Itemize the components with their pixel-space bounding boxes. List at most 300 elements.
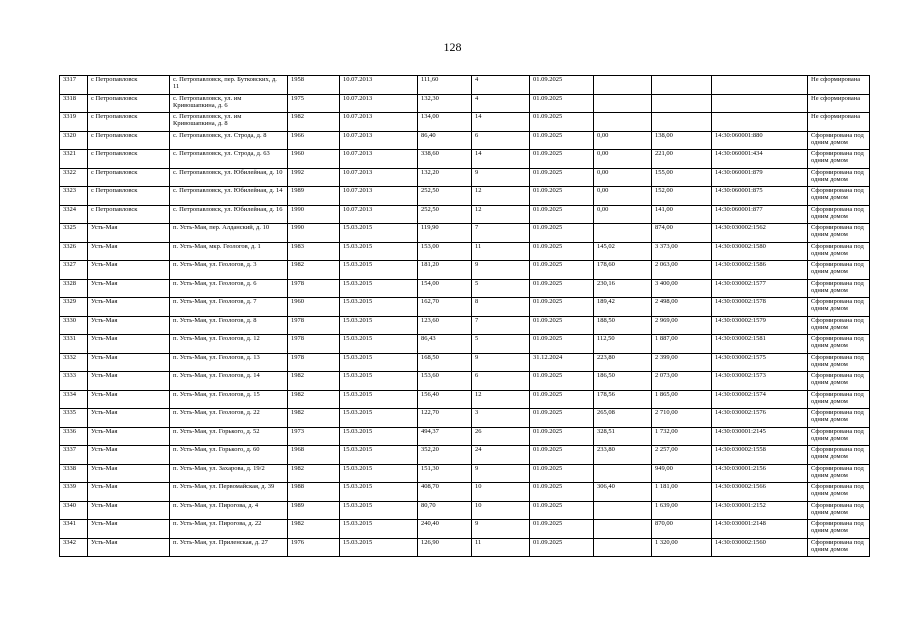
cell-area: 86,43 [418,335,472,354]
cell-area: 123,60 [418,316,472,335]
cell-apartments: 7 [472,224,530,243]
cell-area: 252,50 [418,187,472,206]
cell-land-status: Сформирована под одним домом [808,335,870,354]
cell-land-area: 1 181,00 [652,483,712,502]
cell-area: 252,50 [418,205,472,224]
cell-land-status: Сформирована под одним домом [808,205,870,224]
cell-build-year: 1960 [288,150,340,169]
cell-address: п. Усть-Мая, ул. Горького, д. 52 [170,427,288,446]
cell-deadline: 01.09.2025 [530,242,594,261]
cell-apartments: 4 [472,94,530,113]
cell-inclusion-date: 10.07.2013 [340,94,418,113]
housing-registry-table [59,75,870,557]
cell-row-number: 3337 [60,446,88,465]
cell-settlement: с Петропавловск [88,113,170,132]
cell-build-year: 1978 [288,316,340,335]
cell-land-status: Сформирована под одним домом [808,131,870,150]
cell-settlement: с Петропавловск [88,187,170,206]
cell-area-value [594,113,652,132]
cell-apartments: 4 [472,76,530,95]
table-row [60,131,870,150]
table-row [60,335,870,354]
cell-deadline: 01.09.2025 [530,113,594,132]
table-row [60,353,870,372]
cell-area: 132,30 [418,94,472,113]
cell-settlement: Усть-Мая [88,224,170,243]
cell-land-area: 1 732,00 [652,427,712,446]
cell-land-status: Сформирована под одним домом [808,242,870,261]
cell-area-value: 328,51 [594,427,652,446]
cell-cadastral-number: 14:30:030002:1581 [712,335,808,354]
cell-cadastral-number: 14:30:030002:1575 [712,353,808,372]
cell-land-status: Сформирована под одним домом [808,372,870,391]
cell-inclusion-date: 15.03.2015 [340,501,418,520]
cell-settlement: Усть-Мая [88,446,170,465]
cell-settlement: Усть-Мая [88,409,170,428]
cell-deadline: 01.09.2025 [530,520,594,539]
cell-apartments: 8 [472,298,530,317]
cell-settlement: Усть-Мая [88,261,170,280]
cell-land-area: 138,00 [652,131,712,150]
cell-area: 168,50 [418,353,472,372]
table-row [60,372,870,391]
cell-cadastral-number: 14:30:030002:1558 [712,446,808,465]
cell-address: п. Усть-Мая, ул. Первомайская, д. 39 [170,483,288,502]
cell-land-area [652,76,712,95]
cell-area-value: 0,00 [594,168,652,187]
cell-deadline: 01.09.2025 [530,131,594,150]
table-row [60,76,870,95]
cell-apartments: 10 [472,501,530,520]
cell-deadline: 01.09.2025 [530,168,594,187]
cell-land-area: 3 373,00 [652,242,712,261]
cell-land-area: 2 073,00 [652,372,712,391]
cell-build-year: 1960 [288,298,340,317]
table-row [60,483,870,502]
cell-cadastral-number: 14:30:030001:2152 [712,501,808,520]
table-row [60,464,870,483]
cell-land-area: 2 063,00 [652,261,712,280]
cell-land-area: 1 320,00 [652,538,712,557]
cell-cadastral-number: 14:30:030002:1573 [712,372,808,391]
cell-settlement: с Петропавловск [88,131,170,150]
cell-build-year: 1989 [288,187,340,206]
cell-apartments: 14 [472,150,530,169]
table-row [60,501,870,520]
cell-land-area [652,94,712,113]
cell-inclusion-date: 15.03.2015 [340,427,418,446]
cell-address: п. Усть-Мая, ул. Горького, д. 60 [170,446,288,465]
cell-settlement: с Петропавловск [88,94,170,113]
cell-deadline: 01.09.2025 [530,335,594,354]
cell-land-status: Сформирована под одним домом [808,464,870,483]
cell-address: с. Петропавловск, ул. Юбилейная, д. 16 [170,205,288,224]
cell-settlement: Усть-Мая [88,335,170,354]
cell-deadline: 01.09.2025 [530,205,594,224]
table-row [60,205,870,224]
cell-row-number: 3324 [60,205,88,224]
cell-row-number: 3317 [60,76,88,95]
cell-row-number: 3319 [60,113,88,132]
table-row [60,298,870,317]
cell-address: с. Петропавловск, ул. Юбилейная, д. 14 [170,187,288,206]
cell-row-number: 3340 [60,501,88,520]
cell-apartments: 9 [472,261,530,280]
cell-land-status: Сформирована под одним домом [808,520,870,539]
cell-row-number: 3321 [60,150,88,169]
cell-address: п. Усть-Мая, ул. Геологов, д. 13 [170,353,288,372]
cell-area-value: 306,40 [594,483,652,502]
cell-land-status: Сформирована под одним домом [808,483,870,502]
cell-land-area: 2 710,00 [652,409,712,428]
cell-apartments: 10 [472,483,530,502]
cell-settlement: Усть-Мая [88,390,170,409]
cell-inclusion-date: 15.03.2015 [340,261,418,280]
cell-deadline: 01.09.2025 [530,390,594,409]
cell-apartments: 9 [472,353,530,372]
cell-land-area: 949,00 [652,464,712,483]
cell-inclusion-date: 15.03.2015 [340,538,418,557]
cell-area: 151,30 [418,464,472,483]
cell-cadastral-number [712,76,808,95]
cell-area-value: 233,80 [594,446,652,465]
cell-row-number: 3341 [60,520,88,539]
cell-apartments: 11 [472,538,530,557]
cell-build-year: 1982 [288,113,340,132]
cell-deadline: 01.09.2025 [530,464,594,483]
cell-cadastral-number [712,94,808,113]
cell-build-year: 1958 [288,76,340,95]
table-row [60,390,870,409]
cell-apartments: 5 [472,335,530,354]
cell-inclusion-date: 15.03.2015 [340,390,418,409]
cell-land-area [652,113,712,132]
cell-area-value: 0,00 [594,187,652,206]
cell-cadastral-number: 14:30:030001:2156 [712,464,808,483]
cell-inclusion-date: 15.03.2015 [340,335,418,354]
cell-land-status: Сформирована под одним домом [808,316,870,335]
cell-build-year: 1982 [288,261,340,280]
cell-land-area: 3 400,00 [652,279,712,298]
cell-land-status: Сформирована под одним домом [808,261,870,280]
cell-inclusion-date: 15.03.2015 [340,316,418,335]
cell-build-year: 1968 [288,446,340,465]
cell-address: п. Усть-Мая, ул. Геологов, д. 6 [170,279,288,298]
cell-land-area: 152,00 [652,187,712,206]
cell-inclusion-date: 15.03.2015 [340,409,418,428]
cell-build-year: 1982 [288,464,340,483]
cell-inclusion-date: 15.03.2015 [340,464,418,483]
cell-deadline: 31.12.2024 [530,353,594,372]
table-body [60,76,870,557]
cell-deadline: 01.09.2025 [530,446,594,465]
cell-apartments: 9 [472,168,530,187]
cell-apartments: 12 [472,390,530,409]
cell-area-value: 178,56 [594,390,652,409]
cell-settlement: Усть-Мая [88,316,170,335]
cell-settlement: с Петропавловск [88,168,170,187]
cell-land-area: 155,00 [652,168,712,187]
cell-row-number: 3328 [60,279,88,298]
cell-build-year: 1983 [288,242,340,261]
cell-apartments: 24 [472,446,530,465]
cell-land-status: Сформирована под одним домом [808,150,870,169]
cell-area: 122,70 [418,409,472,428]
cell-land-area: 141,00 [652,205,712,224]
cell-deadline: 01.09.2025 [530,187,594,206]
cell-area: 494,37 [418,427,472,446]
table-row [60,242,870,261]
cell-area: 153,60 [418,372,472,391]
cell-cadastral-number: 14:30:030002:1560 [712,538,808,557]
cell-build-year: 1966 [288,131,340,150]
cell-address: п. Усть-Мая, ул. Геологов, д. 3 [170,261,288,280]
cell-land-status: Сформирована под одним домом [808,298,870,317]
cell-area: 154,00 [418,279,472,298]
cell-cadastral-number: 14:30:030001:2145 [712,427,808,446]
cell-land-status: Не сформирована [808,94,870,113]
cell-land-area: 221,00 [652,150,712,169]
cell-address: п. Усть-Мая, мкр. Геологов, д. 1 [170,242,288,261]
cell-deadline: 01.09.2025 [530,538,594,557]
cell-cadastral-number: 14:30:030001:2148 [712,520,808,539]
cell-settlement: Усть-Мая [88,298,170,317]
cell-settlement: Усть-Мая [88,464,170,483]
cell-settlement: с Петропавловск [88,205,170,224]
cell-build-year: 1990 [288,205,340,224]
cell-apartments: 11 [472,242,530,261]
table-row [60,538,870,557]
cell-settlement: с Петропавловск [88,76,170,95]
cell-area-value: 186,50 [594,372,652,391]
cell-apartments: 26 [472,427,530,446]
cell-apartments: 12 [472,205,530,224]
cell-area: 153,00 [418,242,472,261]
cell-deadline: 01.09.2025 [530,261,594,280]
cell-land-area: 874,00 [652,224,712,243]
cell-area-value: 265,08 [594,409,652,428]
cell-settlement: Усть-Мая [88,353,170,372]
cell-area: 132,20 [418,168,472,187]
cell-row-number: 3334 [60,390,88,409]
cell-apartments: 7 [472,316,530,335]
cell-settlement: Усть-Мая [88,242,170,261]
cell-apartments: 3 [472,409,530,428]
cell-row-number: 3323 [60,187,88,206]
cell-deadline: 01.09.2025 [530,483,594,502]
cell-inclusion-date: 15.03.2015 [340,372,418,391]
cell-cadastral-number: 14:30:030002:1580 [712,242,808,261]
cell-inclusion-date: 15.03.2015 [340,224,418,243]
cell-land-area: 1 887,00 [652,335,712,354]
table-row [60,427,870,446]
cell-area-value: 112,50 [594,335,652,354]
cell-land-status: Сформирована под одним домом [808,427,870,446]
cell-build-year: 1982 [288,390,340,409]
cell-inclusion-date: 15.03.2015 [340,242,418,261]
cell-area: 126,90 [418,538,472,557]
cell-row-number: 3333 [60,372,88,391]
table-row [60,224,870,243]
cell-deadline: 01.09.2025 [530,501,594,520]
cell-settlement: Усть-Мая [88,520,170,539]
cell-land-area: 2 498,00 [652,298,712,317]
cell-area-value: 189,42 [594,298,652,317]
cell-land-status: Сформирована под одним домом [808,187,870,206]
cell-deadline: 01.09.2025 [530,76,594,95]
cell-cadastral-number: 14:30:060001:434 [712,150,808,169]
cell-area: 134,00 [418,113,472,132]
cell-build-year: 1982 [288,520,340,539]
table-row [60,316,870,335]
cell-address: п. Усть-Мая, ул. Геологов, д. 7 [170,298,288,317]
cell-address: п. Усть-Мая, ул. Геологов, д. 15 [170,390,288,409]
cell-cadastral-number [712,113,808,132]
cell-row-number: 3320 [60,131,88,150]
cell-area: 119,90 [418,224,472,243]
cell-area-value: 145,02 [594,242,652,261]
cell-build-year: 1978 [288,279,340,298]
table-row [60,409,870,428]
cell-settlement: Усть-Мая [88,538,170,557]
table-row [60,446,870,465]
cell-row-number: 3342 [60,538,88,557]
cell-inclusion-date: 10.07.2013 [340,150,418,169]
cell-inclusion-date: 15.03.2015 [340,483,418,502]
cell-land-area: 2 969,00 [652,316,712,335]
cell-apartments: 6 [472,372,530,391]
cell-inclusion-date: 10.07.2013 [340,168,418,187]
cell-settlement: Усть-Мая [88,501,170,520]
cell-build-year: 1978 [288,335,340,354]
cell-land-status: Сформирована под одним домом [808,409,870,428]
cell-address: п. Усть-Мая, пер. Алданский, д. 10 [170,224,288,243]
cell-row-number: 3325 [60,224,88,243]
cell-area-value: 0,00 [594,205,652,224]
cell-address: с. Петропавловск, пер. Бутковских, д. 11 [170,76,288,95]
cell-area: 352,20 [418,446,472,465]
cell-build-year: 1992 [288,168,340,187]
cell-inclusion-date: 15.03.2015 [340,279,418,298]
cell-row-number: 3327 [60,261,88,280]
cell-address: с. Петропавловск, ул. Юбилейная, д. 10 [170,168,288,187]
cell-apartments: 5 [472,279,530,298]
cell-cadastral-number: 14:30:060001:880 [712,131,808,150]
cell-land-status: Не сформирована [808,113,870,132]
cell-cadastral-number: 14:30:030002:1574 [712,390,808,409]
cell-settlement: Усть-Мая [88,483,170,502]
cell-row-number: 3332 [60,353,88,372]
table-row [60,279,870,298]
cell-address: с. Петропавловск, ул. им Кривошапкина, д. 8 [170,113,288,132]
cell-build-year: 1989 [288,501,340,520]
cell-inclusion-date: 10.07.2013 [340,113,418,132]
cell-area: 240,40 [418,520,472,539]
cell-area: 80,70 [418,501,472,520]
cell-build-year: 1975 [288,94,340,113]
table-row [60,261,870,280]
cell-settlement: Усть-Мая [88,427,170,446]
cell-address: п. Усть-Мая, ул. Пирогова, д. 4 [170,501,288,520]
cell-build-year: 1973 [288,427,340,446]
cell-inclusion-date: 15.03.2015 [340,298,418,317]
cell-inclusion-date: 10.07.2013 [340,187,418,206]
cell-build-year: 1988 [288,483,340,502]
cell-area-value: 0,00 [594,131,652,150]
cell-land-area: 1 865,00 [652,390,712,409]
cell-cadastral-number: 14:30:030002:1579 [712,316,808,335]
cell-deadline: 01.09.2025 [530,372,594,391]
cell-build-year: 1982 [288,372,340,391]
cell-area-value [594,538,652,557]
cell-area: 86,40 [418,131,472,150]
cell-land-area: 2 257,00 [652,446,712,465]
cell-row-number: 3322 [60,168,88,187]
cell-address: п. Усть-Мая, ул. Захарова, д. 19/2 [170,464,288,483]
cell-area: 408,70 [418,483,472,502]
cell-address: с. Петропавловск, ул. Строда, д. 63 [170,150,288,169]
cell-apartments: 12 [472,187,530,206]
cell-land-status: Сформирована под одним домом [808,446,870,465]
cell-land-status: Сформирована под одним домом [808,501,870,520]
cell-area-value [594,501,652,520]
cell-address: п. Усть-Мая, ул. Геологов, д. 12 [170,335,288,354]
cell-address: с. Петропавловск, ул. Строда, д. 8 [170,131,288,150]
cell-build-year: 1982 [288,409,340,428]
cell-apartments: 9 [472,464,530,483]
cell-inclusion-date: 10.07.2013 [340,205,418,224]
cell-inclusion-date: 15.03.2015 [340,520,418,539]
cell-inclusion-date: 10.07.2013 [340,131,418,150]
cell-area-value: 223,80 [594,353,652,372]
cell-deadline: 01.09.2025 [530,298,594,317]
cell-address: п. Усть-Мая, ул. Геологов, д. 14 [170,372,288,391]
cell-row-number: 3331 [60,335,88,354]
cell-area-value [594,224,652,243]
cell-row-number: 3338 [60,464,88,483]
cell-land-status: Сформирована под одним домом [808,279,870,298]
cell-apartments: 9 [472,520,530,539]
cell-cadastral-number: 14:30:030002:1577 [712,279,808,298]
page-number: 128 [443,40,462,54]
cell-inclusion-date: 10.07.2013 [340,76,418,95]
cell-address: п. Усть-Мая, ул. Приленская, д. 27 [170,538,288,557]
cell-area-value: 230,16 [594,279,652,298]
cell-area: 156,40 [418,390,472,409]
cell-deadline: 01.09.2025 [530,94,594,113]
cell-land-status: Сформирована под одним домом [808,353,870,372]
cell-apartments: 6 [472,131,530,150]
cell-cadastral-number: 14:30:030002:1562 [712,224,808,243]
table-row [60,94,870,113]
cell-settlement: с Петропавловск [88,150,170,169]
cell-area-value [594,94,652,113]
cell-cadastral-number: 14:30:030002:1586 [712,261,808,280]
cell-deadline: 01.09.2025 [530,279,594,298]
cell-land-status: Сформирована под одним домом [808,168,870,187]
table-row [60,168,870,187]
cell-settlement: Усть-Мая [88,279,170,298]
table-row [60,113,870,132]
cell-deadline: 01.09.2025 [530,224,594,243]
table-row [60,520,870,539]
cell-deadline: 01.09.2025 [530,409,594,428]
cell-area-value [594,464,652,483]
cell-row-number: 3336 [60,427,88,446]
cell-area-value: 0,00 [594,150,652,169]
cell-build-year: 1990 [288,224,340,243]
cell-deadline: 01.09.2025 [530,150,594,169]
